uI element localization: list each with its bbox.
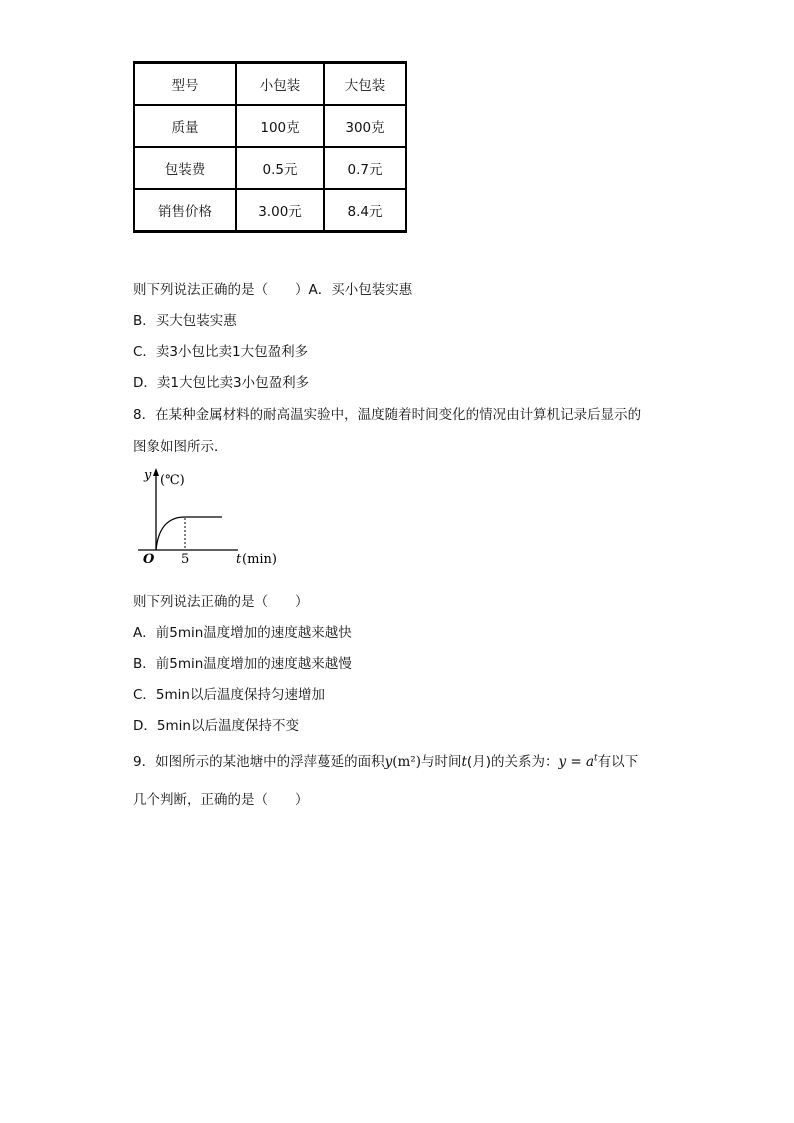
q9-var-y: y xyxy=(384,754,393,770)
table-row xyxy=(134,147,406,189)
table-cell: 大包装 xyxy=(324,63,406,106)
packaging-table xyxy=(133,61,407,233)
table-header-row xyxy=(134,63,406,106)
q8-option-b: B．前5min温度增加的速度越来越慢 xyxy=(133,656,352,672)
table-cell: 300克 xyxy=(324,105,406,147)
x-tick-label: 5 xyxy=(181,552,190,567)
table-row xyxy=(134,105,406,147)
q8-option-a: A．前5min温度增加的速度越来越快 xyxy=(133,625,352,641)
q9-formula-exponent: t xyxy=(594,753,598,764)
y-axis-label: y xyxy=(144,468,152,483)
table-cell: 质量 xyxy=(134,105,236,147)
table-cell: 0.7元 xyxy=(324,147,406,189)
y-axis-arrow xyxy=(153,468,159,476)
q8-stem-line1: 8．在某种金属材料的耐高温实验中，温度随着时间变化的情况由计算机记录后显示的 xyxy=(133,407,642,423)
table-cell: 小包装 xyxy=(236,63,324,106)
q8-stem-line2: 图象如图所示． xyxy=(133,439,228,455)
x-axis-label: t xyxy=(236,552,242,567)
q8-option-c: C．5min以后温度保持匀速增加 xyxy=(133,687,325,703)
q8-option-d: D．5min以后温度保持不变 xyxy=(133,718,299,734)
table-cell: 销售价格 xyxy=(134,189,236,232)
temperature-curve xyxy=(156,517,222,550)
q9-stem-line1 xyxy=(133,750,638,770)
q7-option-d: D．卖1大包比卖3小包盈利多 xyxy=(133,375,310,391)
table-cell: 100克 xyxy=(236,105,324,147)
table-cell: 0.5元 xyxy=(236,147,324,189)
table-cell: 3.00元 xyxy=(236,189,324,232)
y-axis-unit: (℃) xyxy=(160,473,185,488)
table-cell: 8.4元 xyxy=(324,189,406,232)
q7-stem: 则下列说法正确的是（ ）A．买小包装实惠 xyxy=(133,282,413,298)
q9-text: 与时间 xyxy=(420,754,462,770)
q7-option-c: C．卖3小包比卖1大包盈利多 xyxy=(133,344,309,360)
table-cell: 包装费 xyxy=(134,147,236,189)
table-cell: 型号 xyxy=(134,63,236,106)
table-row xyxy=(134,189,406,232)
q9-var-t: t xyxy=(461,754,467,770)
temperature-graph xyxy=(130,462,280,570)
q9-text: 9．如图所示的某池塘中的浮萍蔓延的面积 xyxy=(133,754,385,770)
x-axis-unit: (min) xyxy=(242,552,278,567)
q9-unit: (m²) xyxy=(392,754,421,770)
q9-text: (月)的关系为： xyxy=(466,754,559,770)
origin-label: O xyxy=(143,552,155,567)
q8-question: 则下列说法正确的是（ ） xyxy=(133,594,309,610)
q9-text: 有以下 xyxy=(597,754,639,770)
q7-option-b: B．买大包装实惠 xyxy=(133,313,237,329)
q9-stem-line2: 几个判断，正确的是（ ） xyxy=(133,792,309,808)
q9-formula: y = a xyxy=(558,754,595,770)
